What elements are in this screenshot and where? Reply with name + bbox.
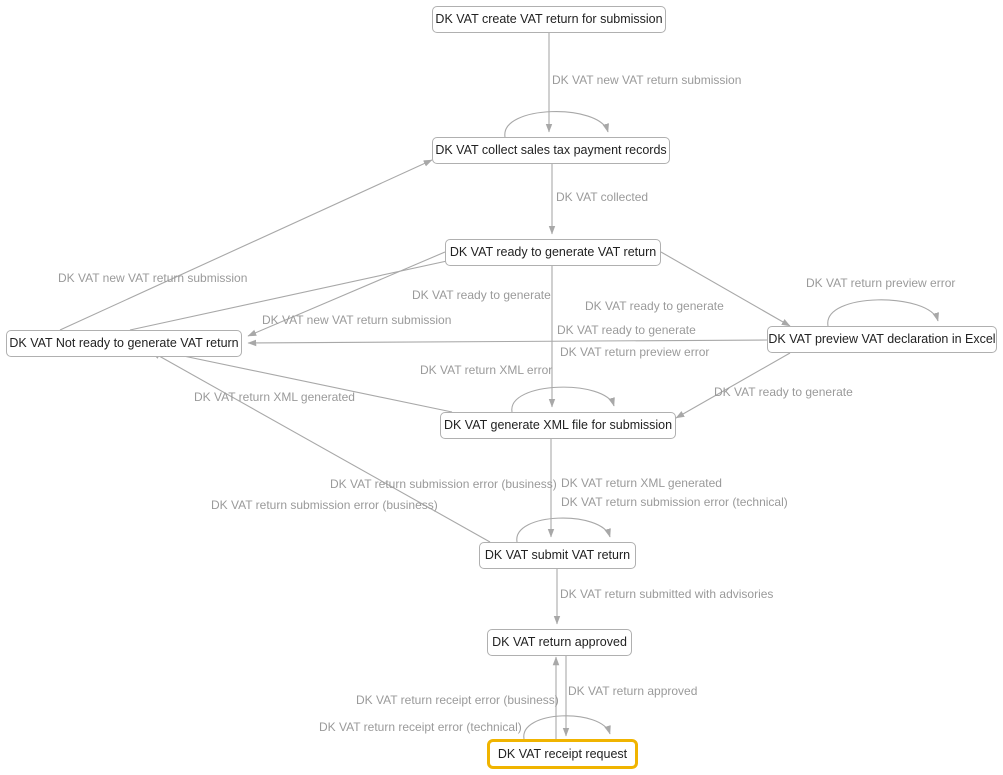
edge-label: DK VAT return receipt error (business) — [356, 693, 559, 707]
node-not-ready[interactable] — [6, 330, 242, 357]
edge-label: DK VAT return receipt error (technical) — [319, 720, 522, 734]
node-submit[interactable] — [479, 542, 636, 569]
edge-label: DK VAT ready to generate — [585, 299, 724, 313]
node-label: DK VAT collect sales tax payment records — [435, 143, 667, 158]
node-label: DK VAT create VAT return for submission — [435, 12, 663, 27]
node-label: DK VAT ready to generate VAT return — [449, 245, 657, 260]
node-create[interactable] — [432, 6, 666, 33]
edge-label: DK VAT return XML generated — [194, 390, 355, 404]
node-label: DK VAT return approved — [492, 635, 627, 650]
node-approved[interactable] — [487, 629, 632, 656]
edge-label: DK VAT return preview error — [560, 345, 710, 359]
node-generate-xml[interactable] — [440, 412, 676, 439]
edge-label: DK VAT return XML error — [420, 363, 553, 377]
node-label: DK VAT generate XML file for submission — [443, 418, 673, 433]
edge-label: DK VAT new VAT return submission — [58, 271, 248, 285]
edge-label: DK VAT return preview error — [806, 276, 956, 290]
node-label: DK VAT submit VAT return — [484, 548, 631, 563]
node-ready[interactable] — [445, 239, 661, 266]
edge-label: DK VAT ready to generate — [557, 323, 696, 337]
edge-label: DK VAT return submitted with advisories — [560, 587, 774, 601]
node-label: DK VAT preview VAT declaration in Excel — [768, 332, 996, 347]
node-receipt-request[interactable] — [487, 739, 638, 769]
edge-label: DK VAT new VAT return submission — [262, 313, 452, 327]
edge-label: DK VAT return approved — [568, 684, 698, 698]
edge-label: DK VAT new VAT return submission — [552, 73, 742, 87]
edge-label: DK VAT ready to generate — [412, 288, 551, 302]
edge-label: DK VAT return submission error (business) — [330, 477, 557, 491]
edge-label: DK VAT collected — [556, 190, 649, 204]
node-label: DK VAT receipt request — [497, 746, 628, 761]
edge-label: DK VAT return XML generated — [561, 476, 722, 490]
node-collect[interactable] — [432, 137, 670, 164]
node-label: DK VAT Not ready to generate VAT return — [9, 336, 239, 351]
edge-label: DK VAT ready to generate — [714, 385, 853, 399]
node-preview[interactable] — [767, 326, 997, 353]
edge-label: DK VAT return submission error (technical) — [561, 495, 788, 509]
edge-label: DK VAT return submission error (business) — [211, 498, 438, 512]
